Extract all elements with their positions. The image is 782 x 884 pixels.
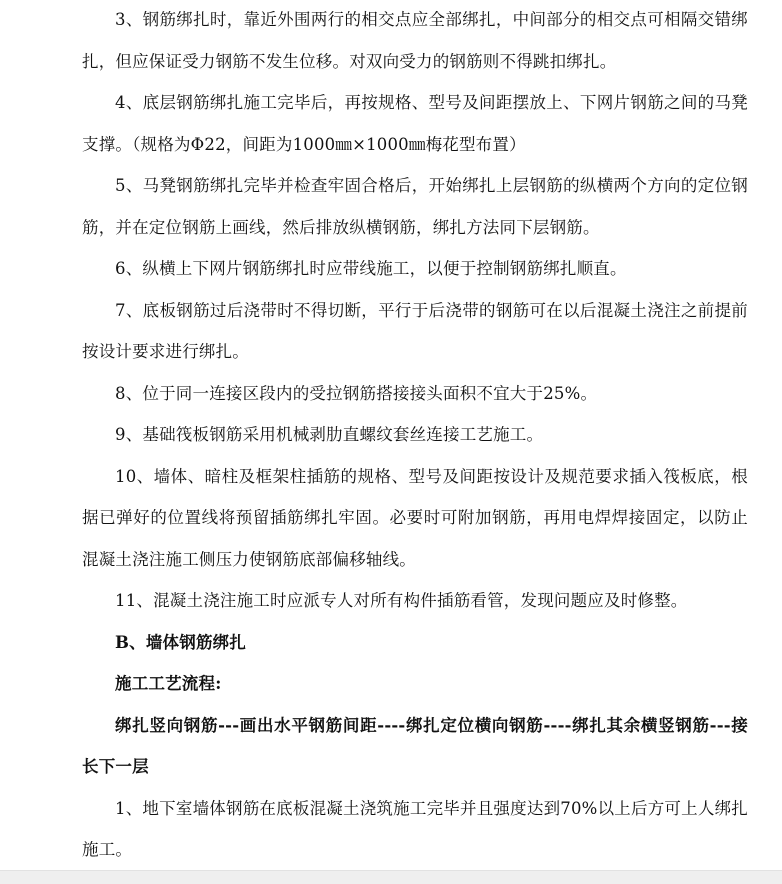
paragraph-6: 6、纵横上下网片钢筋绑扎时应带线施工，以便于控制钢筋绑扎顺直。 [115, 259, 627, 278]
paragraph-7: 7、底板钢筋过后浇带时不得切断，平行于后浇带的钢筋可在以后混凝土浇注之前提前按设计要求进行绑扎。 [82, 300, 748, 361]
paragraph-9: 9、基础筏板钢筋采用机械剥肋直螺纹套丝连接工艺施工。 [115, 425, 544, 444]
process-label: 施工工艺流程: [115, 674, 222, 693]
section-heading: B、墙体钢筋绑扎 [115, 632, 247, 652]
process-flow: 绑扎竖向钢筋---画出水平钢筋间距----绑扎定位横向钢筋----绑扎其余横竖钢筋---接长下一层 [82, 715, 748, 776]
paragraph-3: 3、钢筋绑扎时，靠近外围两行的相交点应全部绑扎，中间部分的相交点可相隔交错绑扎，但应保证受力钢筋不发生位移。对双向受力的钢筋则不得跳扣绑扎。 [82, 10, 748, 71]
paragraph-4: 4、底层钢筋绑扎施工完毕后，再按规格、型号及间距摆放上、下网片钢筋之间的马凳支撑。（规格为Φ22，间距为1000㎜×1000㎜梅花型布置） [82, 93, 748, 154]
paragraph-10: 10、墙体、暗柱及框架柱插筋的规格、型号及间距按设计及规范要求插入筏板底，根据已弹好的位置线将预留插筋绑扎牢固。必要时可附加钢筋，再用电焊焊接固定，以防止混凝土浇注施工侧压力使钢筋底部偏移轴线。 [82, 466, 748, 569]
paragraph-11: 11、混凝土浇注施工时应派专人对所有构件插筋看管，发现问题应及时修整。 [115, 591, 688, 610]
page-bottom-band [0, 870, 782, 884]
paragraph-final: 1、地下室墙体钢筋在底板混凝土浇筑施工完毕并且强度达到70%以上后方可上人绑扎施工。 [82, 798, 748, 859]
paragraph-5: 5、马凳钢筋绑扎完毕并检查牢固合格后，开始绑扎上层钢筋的纵横两个方向的定位钢筋，并在定位钢筋上画线，然后排放纵横钢筋，绑扎方法同下层钢筋。 [82, 176, 748, 237]
paragraph-8: 8、位于同一连接区段内的受拉钢筋搭接接头面积不宜大于25%。 [115, 383, 598, 403]
